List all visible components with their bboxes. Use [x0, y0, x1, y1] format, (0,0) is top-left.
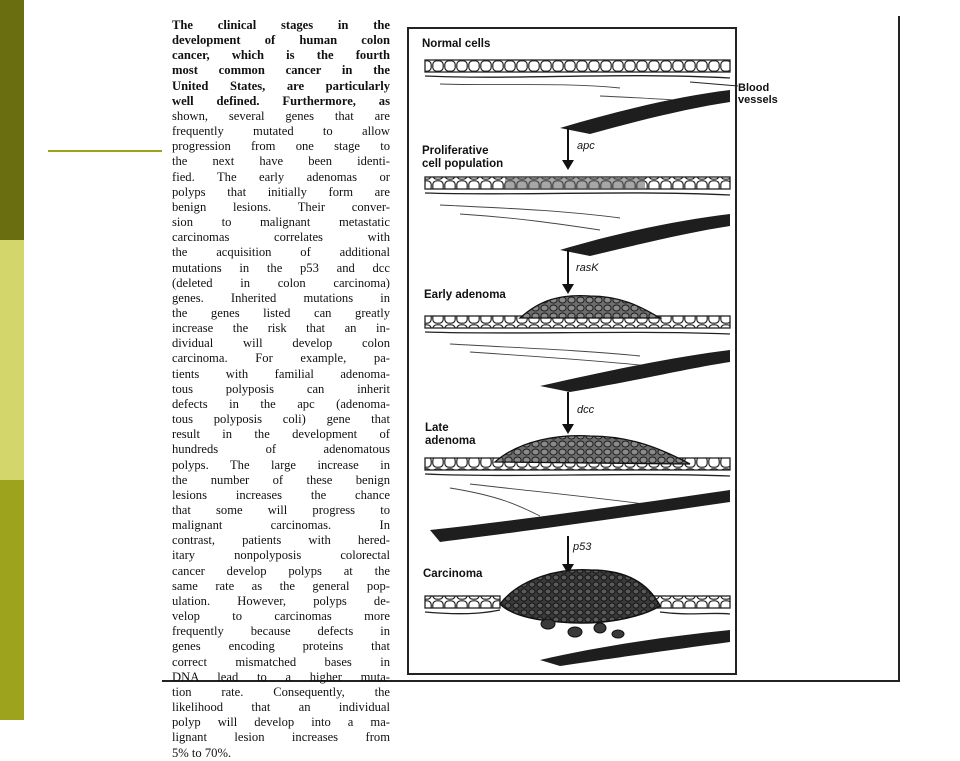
caption-line: carcinoma. For example, pa- [172, 351, 390, 366]
stage-carcinoma-tissue [425, 570, 730, 666]
stage-early-adenoma-tissue [425, 296, 730, 392]
caption-line: velop to carcinomas more [172, 609, 390, 624]
caption-line: progression from one stage to [172, 139, 390, 154]
vessel-label-line: vessels [738, 94, 778, 106]
stage-label-line: adenoma [425, 435, 476, 447]
stage-label-early-adenoma: Early adenoma [424, 289, 506, 301]
caption-line: The clinical stages in the [172, 18, 390, 32]
caption-line: most common cancer in the [172, 63, 390, 78]
stage-label-line: cell population [422, 158, 504, 170]
caption-line: tous polyposis coli) gene that [172, 412, 390, 427]
caption-line: tion rate. Consequently, the [172, 684, 390, 699]
stage-label-carcinoma: Carcinoma [423, 568, 483, 580]
caption-line: sion to malignant metastatic [172, 215, 390, 230]
caption-line: correct mismatched bases in [172, 654, 390, 669]
caption-line: lesions increases the chance [172, 487, 390, 502]
caption-line: defects in the apc (adenoma- [172, 396, 390, 411]
caption-line: polyp will develop into a ma- [172, 715, 390, 730]
stage-label-line: Proliferative [422, 145, 489, 157]
caption-line: tients with familial adenoma- [172, 366, 390, 381]
caption-line: fied. The early adenomas or [172, 169, 390, 184]
vessel-label-line: Blood [738, 82, 770, 94]
caption-line: ulation. However, polyps de- [172, 593, 390, 608]
caption-line: polyps. The large increase in [172, 457, 390, 472]
caption-line: benign lesions. Their conver- [172, 199, 390, 214]
caption-line: tous polyposis can inherit [172, 381, 390, 396]
caption-line: cancer, which is the fourth [172, 48, 390, 63]
caption-line: contrast, patients with hered- [172, 533, 390, 548]
gene-label-dcc: dcc [577, 404, 595, 416]
caption-line: frequently mutated to allow [172, 124, 390, 139]
caption-line: well defined. Furthermore, as [172, 93, 390, 108]
caption-line: carcinomas correlates with [172, 230, 390, 245]
caption-line: genes encoding proteins that [172, 639, 390, 654]
caption-line: frequently because defects in [172, 624, 390, 639]
caption-line: the next have been identi- [172, 154, 390, 169]
caption-line: the number of these benign [172, 472, 390, 487]
caption-line: that some will progress to [172, 503, 390, 517]
arrow-rask [562, 250, 574, 294]
stage-label-line: Late [425, 422, 449, 434]
stage-late-adenoma-tissue [425, 436, 730, 542]
caption-line: likelihood that an individual [172, 700, 390, 715]
caption-line: dividual will develop colon [172, 336, 390, 351]
caption-line: lignant lesion increases from [172, 730, 390, 745]
caption-line: shown, several genes that are [172, 108, 390, 123]
gene-label-apc: apc [577, 140, 595, 152]
stage-normal-tissue [425, 60, 738, 134]
caption-line: (deleted in colon carcinoma) [172, 275, 390, 290]
gene-label-p53: p53 [573, 541, 592, 553]
arrow-apc [562, 128, 574, 170]
caption-line: development of human colon [172, 33, 390, 48]
caption-line: polyps that initially form are [172, 184, 390, 199]
caption-line: the acquisition of additional [172, 245, 390, 260]
caption-line: genes. Inherited mutations in [172, 290, 390, 305]
caption-line: the genes listed can greatly [172, 305, 390, 320]
caption-line: mutations in the p53 and dcc [172, 260, 390, 275]
caption-line: United States, are particularly [172, 78, 390, 93]
caption-line: hundreds of adenomatous [172, 442, 390, 457]
caption-line: increase the risk that an in- [172, 321, 390, 336]
caption-line: malignant carcinomas. In [172, 518, 390, 533]
caption-line: same rate as the general pop- [172, 578, 390, 593]
arrow-dcc [562, 392, 574, 434]
gene-label-rask: rasK [576, 262, 599, 274]
caption-line: DNA lead to a higher muta- [172, 669, 390, 684]
caption-line: cancer develop polyps at the [172, 563, 390, 578]
caption-line: 5% to 70%. [172, 745, 232, 760]
caption-line: itary nonpolyposis colorectal [172, 548, 390, 563]
stage-label-normal: Normal cells [422, 38, 491, 50]
arrow-p53 [562, 536, 574, 574]
caption-line: result in the development of [172, 427, 390, 442]
stage-proliferative-tissue [425, 177, 730, 256]
